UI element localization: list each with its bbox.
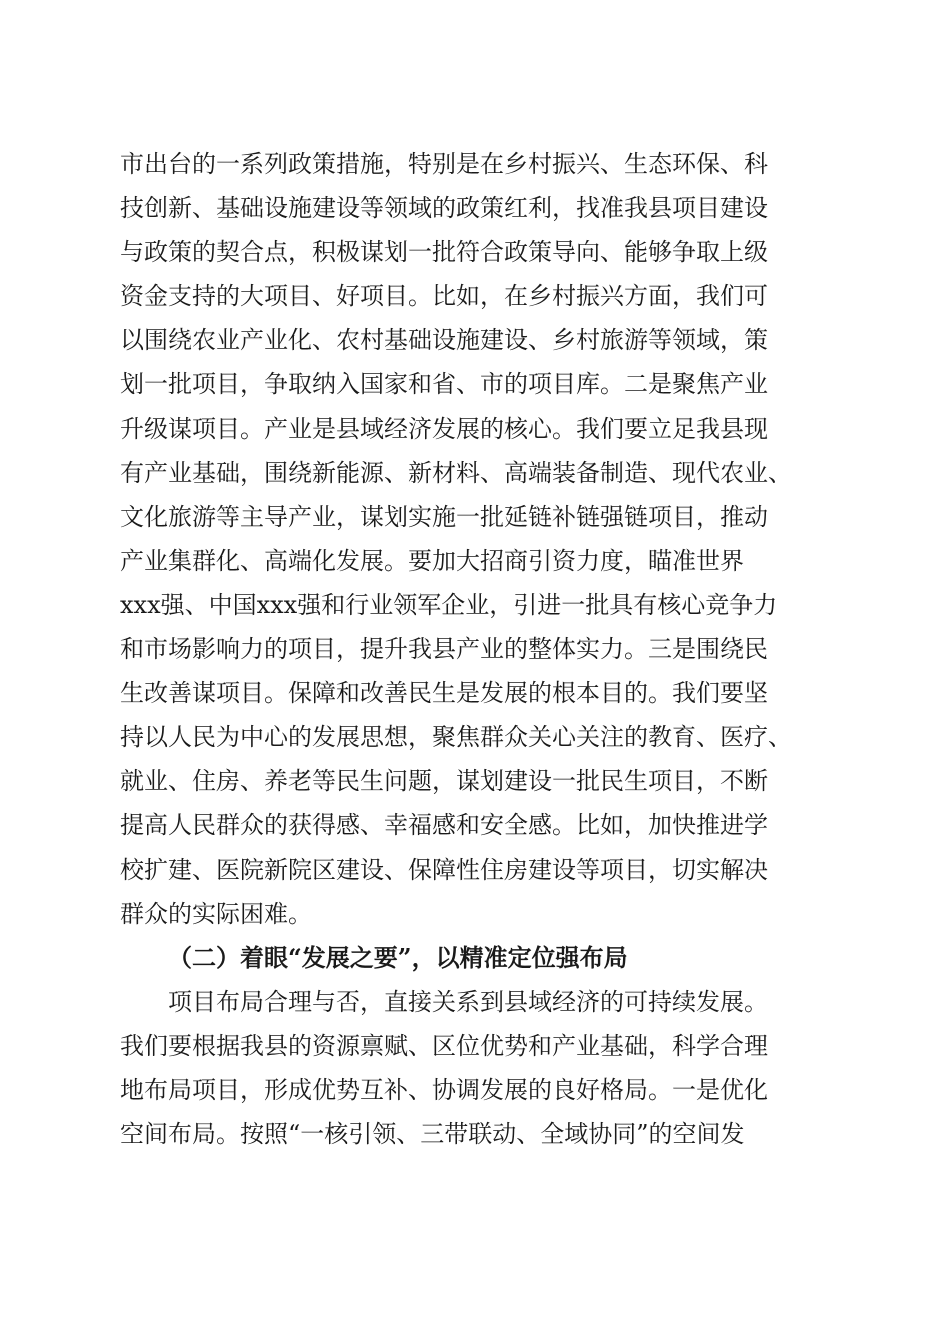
- paragraph-line: 以围绕农业产业化、农村基础设施建设、乡村旅游等领域，策: [120, 326, 768, 355]
- paragraph-line: 空间布局。按照“一核引领、三带联动、全域协同”的空间发: [120, 1120, 745, 1149]
- paragraph-line: 和市场影响力的项目，提升我县产业的整体实力。三是围绕民: [120, 635, 768, 664]
- paragraph-line: 校扩建、医院新院区建设、保障性住房建设等项目，切实解决: [120, 855, 768, 884]
- paragraph-line: 地布局项目，形成优势互补、协调发展的良好格局。一是优化: [120, 1075, 768, 1104]
- paragraph-line: 项目布局合理与否，直接关系到县域经济的可持续发展。: [168, 987, 768, 1016]
- paragraph-line: 有产业基础，围绕新能源、新材料、高端装备制造、现代农业、: [120, 458, 792, 487]
- paragraph-line: 群众的实际困难。: [120, 899, 312, 928]
- document-body: [120, 142, 840, 1156]
- paragraph-line: 与政策的契合点，积极谋划一批符合政策导向、能够争取上级: [120, 238, 768, 267]
- paragraph-line: 划一批项目，争取纳入国家和省、市的项目库。二是聚焦产业: [120, 370, 768, 399]
- paragraph-line: xxx强、中国xxx强和行业领军企业，引进一批具有核心竞争力: [120, 590, 778, 619]
- section-heading: （二）着眼“发展之要”，以精准定位强布局: [168, 942, 628, 972]
- paragraph-line: 我们要根据我县的资源禀赋、区位优势和产业基础，科学合理: [120, 1031, 768, 1060]
- paragraph-line: 升级谋项目。产业是县域经济发展的核心。我们要立足我县现: [120, 414, 768, 443]
- paragraph-line: 就业、住房、养老等民生问题，谋划建设一批民生项目，不断: [120, 767, 768, 796]
- paragraph-line: 文化旅游等主导产业，谋划实施一批延链补链强链项目，推动: [120, 502, 768, 531]
- paragraph-line: 持以人民为中心的发展思想，聚焦群众关心关注的教育、医疗、: [120, 723, 792, 752]
- paragraph-line: 资金支持的大项目、好项目。比如，在乡村振兴方面，我们可: [120, 282, 768, 311]
- paragraph-line: 提高人民群众的获得感、幸福感和安全感。比如，加快推进学: [120, 811, 768, 840]
- paragraph-line: 生改善谋项目。保障和改善民生是发展的根本目的。我们要坚: [120, 679, 768, 708]
- paragraph-line: 市出台的一系列政策措施，特别是在乡村振兴、生态环保、科: [120, 150, 768, 178]
- paragraph-line: 产业集群化、高端化发展。要加大招商引资力度，瞄准世界: [120, 546, 744, 575]
- paragraph-line: 技创新、基础设施建设等领域的政策红利，找准我县项目建设: [120, 194, 768, 223]
